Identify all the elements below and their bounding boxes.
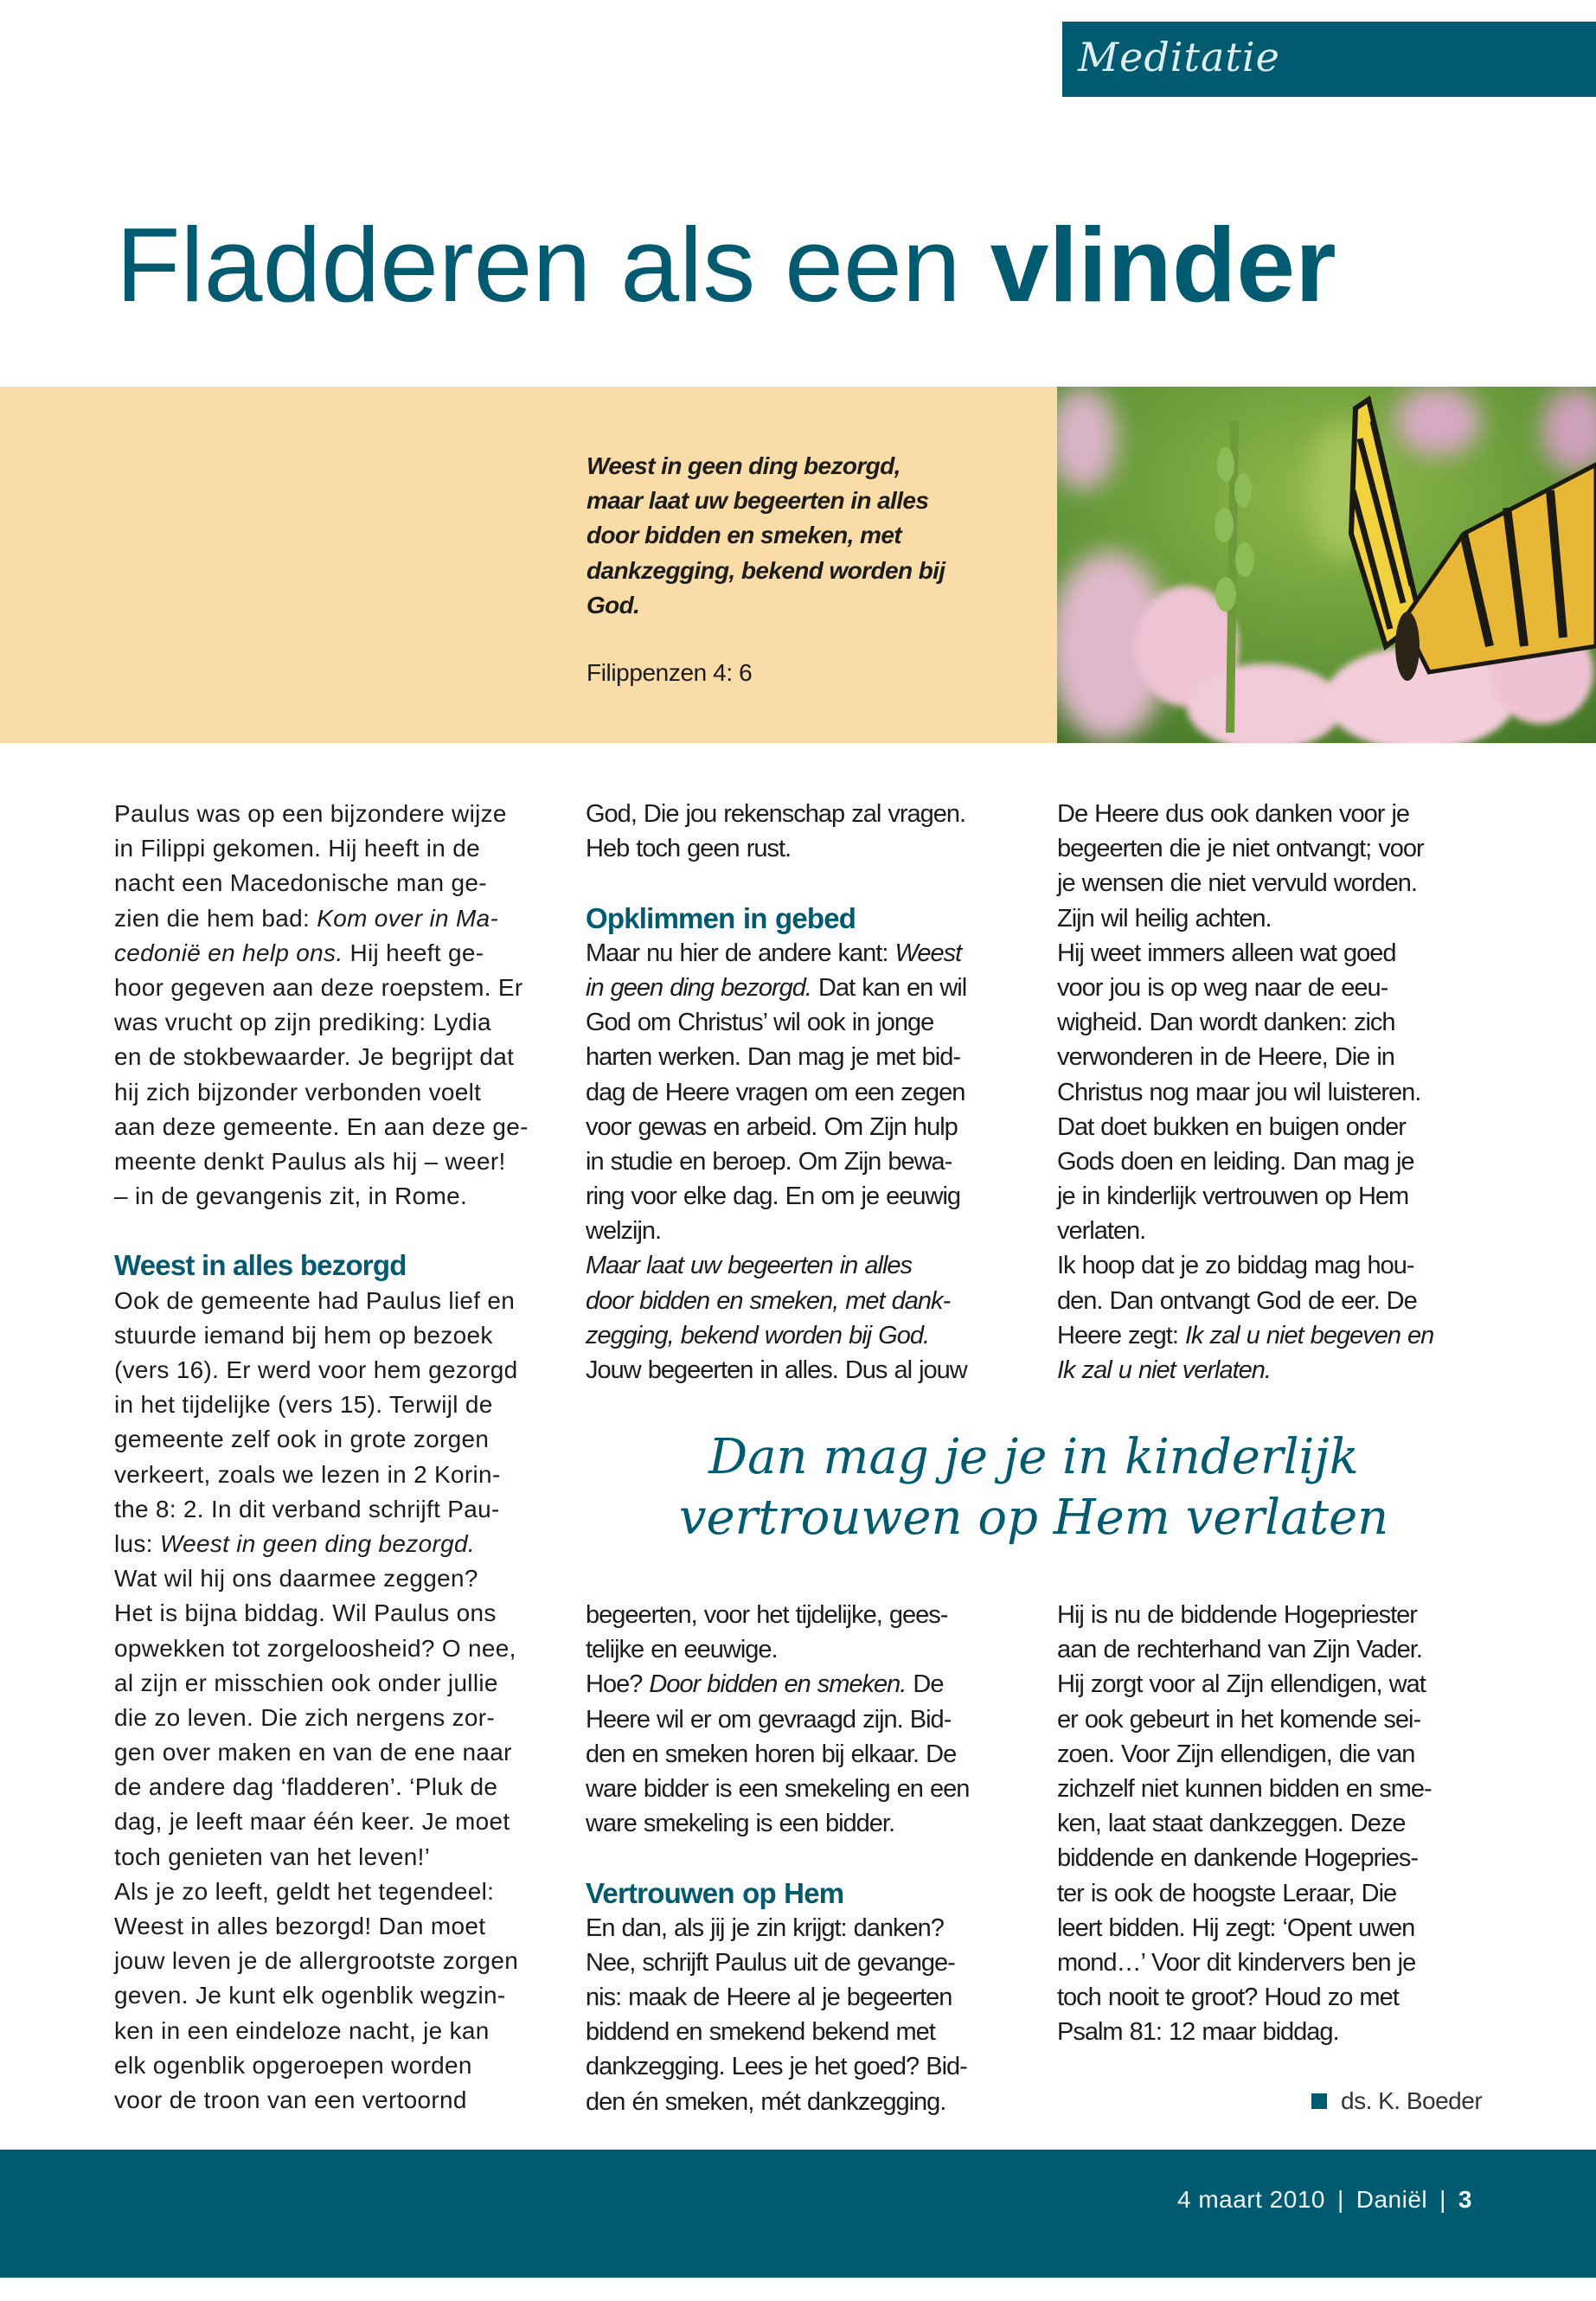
text-line bbox=[114, 1388, 564, 1422]
pull-quote bbox=[606, 1427, 1462, 1548]
text-segment: verkeert, zoals we lezen in 2 Korin- bbox=[114, 1460, 501, 1488]
text-segment: ware bidder is een smekeling en een bbox=[586, 1774, 970, 1803]
text-line bbox=[586, 831, 1035, 866]
text-segment: the 8: 2. In dit verband schrijft Pau- bbox=[114, 1495, 500, 1522]
text-line bbox=[1057, 1005, 1507, 1040]
text-segment: harten werken. Dan mag je met bid- bbox=[586, 1043, 960, 1072]
text-segment: nis: maak de Heere al je begeerten bbox=[586, 1984, 952, 2012]
italic-segment: door bidden en smeken, met dank- bbox=[586, 1286, 951, 1315]
blank-line bbox=[586, 866, 1035, 901]
square-bullet-icon bbox=[1311, 2093, 1327, 2109]
text-segment: welzijn. bbox=[586, 1217, 662, 1246]
text-line bbox=[1057, 1248, 1507, 1283]
text-segment: biddende en dankende Hogepries- bbox=[1057, 1844, 1419, 1873]
text-segment: wigheid. Dan wordt danken: zich bbox=[1057, 1009, 1395, 1037]
text-line bbox=[114, 1492, 564, 1527]
text-line bbox=[114, 1561, 564, 1596]
text-segment: elk ogenblik opgeroepen worden bbox=[114, 2051, 472, 2079]
text-segment: Psalm 81: 12 maar biddag. bbox=[1057, 2018, 1339, 2047]
text-segment: De bbox=[906, 1670, 944, 1699]
text-line bbox=[114, 1144, 564, 1179]
text-segment: Jouw begeerten in alles. Dus al jouw bbox=[586, 1356, 967, 1384]
page-footer bbox=[0, 2150, 1596, 2278]
text-line bbox=[114, 831, 564, 866]
text-line bbox=[114, 1666, 564, 1701]
text-segment: Heere zegt: bbox=[1057, 1321, 1185, 1349]
text-line bbox=[114, 1978, 564, 2013]
text-line bbox=[1057, 1632, 1507, 1667]
footer-magazine: Daniël bbox=[1356, 2186, 1428, 2213]
text-segment: Hoe? bbox=[586, 1670, 650, 1699]
text-line bbox=[114, 2014, 564, 2048]
text-line bbox=[1057, 2015, 1507, 2049]
text-line bbox=[114, 1284, 564, 1318]
text-line bbox=[114, 1909, 564, 1944]
text-segment: Paulus was op een bijzondere wijze bbox=[114, 800, 507, 827]
text-segment: God om Christus’ wil ook in jonge bbox=[586, 1009, 934, 1037]
text-line bbox=[1057, 901, 1507, 936]
text-line bbox=[586, 1318, 1035, 1353]
italic-segment: Weest in geen ding bezorgd. bbox=[159, 1529, 475, 1557]
text-segment: Ik hoop dat je zo biddag mag hou- bbox=[1057, 1252, 1414, 1280]
text-line bbox=[1057, 1841, 1507, 1875]
text-line bbox=[1057, 1040, 1507, 1074]
text-segment: God, Die jou rekenschap zal vragen. bbox=[586, 800, 966, 828]
text-line bbox=[586, 1806, 1035, 1841]
text-line bbox=[1057, 797, 1507, 831]
text-segment: en de stokbewaarder. Je begrijpt dat bbox=[114, 1043, 515, 1071]
text-segment: zichzelf niet kunnen bidden en sme- bbox=[1057, 1774, 1432, 1803]
text-segment: er ook gebeurt in het komende sei- bbox=[1057, 1705, 1421, 1734]
text-segment: De Heere dus ook danken voor je bbox=[1057, 800, 1410, 828]
scripture-line: Weest in geen ding bezorgd, bbox=[586, 452, 901, 479]
butterfly-photo bbox=[1057, 387, 1596, 743]
text-line bbox=[1057, 1144, 1507, 1179]
text-line bbox=[1057, 1702, 1507, 1737]
text-line bbox=[114, 1458, 564, 1492]
text-segment: je wensen die niet vervuld worden. bbox=[1057, 869, 1417, 898]
text-segment: dankzegging. Lees je het goed? Bid- bbox=[586, 2053, 967, 2081]
text-line bbox=[586, 1980, 1035, 2015]
text-segment: Zijn wil heilig achten. bbox=[1057, 904, 1272, 933]
text-line bbox=[114, 1318, 564, 1353]
scripture-quote bbox=[586, 449, 945, 623]
text-line bbox=[1057, 1075, 1507, 1110]
text-line bbox=[1057, 1876, 1507, 1911]
text-line bbox=[586, 1005, 1035, 1040]
italic-segment: Ik zal u niet verlaten. bbox=[1057, 1356, 1271, 1384]
text-line bbox=[1057, 971, 1507, 1005]
article-title bbox=[116, 206, 1336, 324]
italic-segment: zegging, bekend worden bij God. bbox=[586, 1321, 930, 1349]
text-line bbox=[114, 1422, 564, 1457]
text-line bbox=[114, 2048, 564, 2083]
italic-segment: Kom over in Ma- bbox=[317, 904, 499, 932]
italic-segment: Door bidden en smeken. bbox=[649, 1670, 907, 1699]
text-segment: opwekken tot zorgeloosheid? O nee, bbox=[114, 1634, 516, 1662]
text-line bbox=[586, 2085, 1035, 2119]
text-segment: ken, laat staat dankzeggen. Deze bbox=[1057, 1810, 1406, 1838]
text-segment: Hij weet immers alleen wat goed bbox=[1057, 939, 1396, 967]
text-segment: ter is ook de hoogste Leraar, Die bbox=[1057, 1879, 1397, 1907]
text-segment: al zijn er misschien ook onder jullie bbox=[114, 1669, 498, 1696]
italic-segment: Weest bbox=[894, 939, 962, 967]
text-line bbox=[586, 1214, 1035, 1248]
text-line bbox=[1057, 831, 1507, 866]
text-line bbox=[1057, 1667, 1507, 1702]
text-segment: Ook de gemeente had Paulus lief en bbox=[114, 1286, 516, 1314]
section-heading: Opklimmen in gebed bbox=[586, 901, 856, 934]
text-segment: de andere dag ‘fladderen’. ‘Pluk de bbox=[114, 1773, 498, 1801]
text-line bbox=[586, 1911, 1035, 1945]
italic-segment: cedonië en help ons. bbox=[114, 939, 343, 966]
text-line bbox=[586, 1353, 1035, 1388]
text-segment: voor de troon van een vertoornd bbox=[114, 2086, 467, 2113]
text-line bbox=[114, 1735, 564, 1770]
text-line bbox=[114, 1179, 564, 1214]
text-line bbox=[586, 1110, 1035, 1144]
text-line bbox=[1057, 1945, 1507, 1980]
footer-separator: | bbox=[1336, 2186, 1344, 2213]
text-segment: den en smeken horen bij elkaar. De bbox=[586, 1740, 957, 1768]
text-line bbox=[114, 1804, 564, 1839]
text-line bbox=[114, 1110, 564, 1144]
text-line bbox=[1057, 1980, 1507, 2015]
section-label: Meditatie bbox=[1078, 34, 1280, 80]
text-line bbox=[114, 797, 564, 831]
text-segment: zien die hem bad: bbox=[114, 904, 317, 932]
text-segment: mond…’ Voor dit kindervers ben je bbox=[1057, 1948, 1416, 1977]
column-3-top bbox=[1057, 797, 1507, 1388]
text-line bbox=[586, 2049, 1035, 2084]
text-segment: Weest in alles bezorgd! Dan moet bbox=[114, 1913, 486, 1939]
text-segment: hoor gegeven aan deze roepstem. Er bbox=[114, 973, 523, 1001]
title-bold: vlinder bbox=[990, 206, 1336, 324]
text-segment: begeerten, voor het tijdelijke, gees- bbox=[586, 1601, 948, 1629]
text-line bbox=[114, 1631, 564, 1666]
text-segment: voor jou is op weg naar de eeu- bbox=[1057, 973, 1388, 1002]
text-line bbox=[1057, 1772, 1507, 1806]
text-segment: den. Dan ontvangt God de eer. De bbox=[1057, 1286, 1417, 1315]
text-segment: – in de gevangenis zit, in Rome. bbox=[114, 1183, 468, 1210]
text-line bbox=[586, 1772, 1035, 1806]
text-segment: verlaten. bbox=[1057, 1217, 1146, 1246]
pull-quote-line: Dan mag je je in kinderlijk bbox=[708, 1429, 1359, 1485]
text-segment: (vers 16). Er werd voor hem gezorgd bbox=[114, 1356, 518, 1383]
text-line bbox=[586, 1248, 1035, 1283]
text-line bbox=[1057, 1353, 1507, 1388]
text-segment: geven. Je kunt elk ogenblik wegzin- bbox=[114, 1982, 506, 2009]
text-segment: ware smekeling is een bidder. bbox=[586, 1810, 895, 1838]
column-3-bottom bbox=[1057, 1598, 1507, 2049]
text-segment: Hij heeft ge- bbox=[343, 939, 484, 966]
italic-segment: Maar laat uw begeerten in alles bbox=[586, 1252, 913, 1280]
scripture-line: God. bbox=[586, 591, 640, 619]
text-line bbox=[114, 1770, 564, 1804]
pull-quote-line: vertrouwen op Hem verlaten bbox=[678, 1490, 1389, 1546]
text-segment: zoen. Voor Zijn ellendigen, die van bbox=[1057, 1740, 1415, 1768]
title-light: Fladderen als een bbox=[116, 206, 990, 324]
text-line bbox=[114, 936, 564, 971]
italic-segment: in geen ding bezorgd. bbox=[586, 973, 811, 1002]
section-heading: Weest in alles bezorgd bbox=[114, 1249, 407, 1282]
text-line bbox=[1057, 1806, 1507, 1841]
text-line bbox=[586, 1667, 1035, 1702]
text-line bbox=[114, 1596, 564, 1631]
footer-separator: | bbox=[1439, 2186, 1446, 2213]
scripture-line: maar laat uw begeerten in alles bbox=[586, 487, 929, 515]
text-line bbox=[114, 1075, 564, 1110]
text-segment: was vrucht op zijn prediking: Lydia bbox=[114, 1009, 491, 1036]
text-segment: Heb toch geen rust. bbox=[586, 835, 792, 863]
text-line bbox=[586, 971, 1035, 1005]
footer-text bbox=[1177, 2186, 1472, 2214]
text-line bbox=[586, 1632, 1035, 1667]
text-segment: ken in een eindeloze nacht, je kan bbox=[114, 2016, 490, 2044]
text-line bbox=[1057, 1179, 1507, 1214]
text-segment: den én smeken, mét dankzegging. bbox=[586, 2087, 946, 2116]
section-banner bbox=[1062, 22, 1596, 97]
text-segment: dag de Heere vragen om een zegen bbox=[586, 1078, 965, 1106]
text-segment: in studie en beroep. Om Zijn bewa- bbox=[586, 1147, 952, 1176]
text-segment: En dan, als jij je zin krijgt: danken? bbox=[586, 1913, 944, 1942]
text-segment: in het tijdelijke (vers 15). Terwijl de bbox=[114, 1391, 493, 1419]
text-line bbox=[114, 1840, 564, 1875]
text-segment: aan de rechterhand van Zijn Vader. bbox=[1057, 1636, 1422, 1664]
text-line bbox=[114, 1040, 564, 1074]
text-segment: verwonderen in de Heere, Die in bbox=[1057, 1043, 1394, 1072]
text-line bbox=[1057, 936, 1507, 971]
text-line bbox=[586, 1945, 1035, 1980]
text-segment: Het is bijna biddag. Wil Paulus ons bbox=[114, 1599, 497, 1627]
text-segment: gemeente zelf ook in grote zorgen bbox=[114, 1426, 490, 1453]
text-segment: gen over maken en van de ene naar bbox=[114, 1739, 512, 1766]
text-line bbox=[114, 866, 564, 901]
text-segment: Dat kan en wil bbox=[811, 973, 967, 1002]
text-line bbox=[586, 1144, 1035, 1179]
text-segment: stuurde iemand bij hem op bezoek bbox=[114, 1321, 493, 1349]
text-segment: meente denkt Paulus als hij – weer! bbox=[114, 1147, 506, 1175]
text-line bbox=[1057, 1110, 1507, 1144]
blank-line bbox=[114, 1214, 564, 1248]
column-2-top bbox=[586, 797, 1035, 1388]
text-segment: Dat doet bukken en buigen onder bbox=[1057, 1112, 1406, 1141]
text-segment: je in kinderlijk vertrouwen op Hem bbox=[1057, 1183, 1409, 1211]
text-line bbox=[114, 901, 564, 936]
text-line bbox=[114, 1944, 564, 1978]
text-line bbox=[586, 1702, 1035, 1737]
text-line bbox=[1057, 866, 1507, 901]
page-number: 3 bbox=[1458, 2186, 1472, 2213]
text-line bbox=[114, 1353, 564, 1388]
text-line bbox=[586, 1179, 1035, 1214]
text-line bbox=[114, 1701, 564, 1735]
text-line bbox=[1057, 1284, 1507, 1318]
text-line bbox=[114, 1527, 564, 1561]
italic-segment: Ik zal u niet begeven en bbox=[1184, 1321, 1434, 1349]
text-segment: leert bidden. Hij zegt: ‘Opent uwen bbox=[1057, 1913, 1415, 1942]
footer-date: 4 maart 2010 bbox=[1176, 2186, 1325, 2213]
text-segment: Christus nog maar jou wil luisteren. bbox=[1057, 1078, 1421, 1106]
text-line bbox=[586, 797, 1035, 831]
text-segment: Nee, schrijft Paulus uit de gevange- bbox=[586, 1948, 955, 1977]
text-line bbox=[1057, 1598, 1507, 1632]
text-segment: Als je zo leeft, geldt het tegendeel: bbox=[114, 1877, 495, 1905]
text-segment: Maar nu hier de andere kant: bbox=[586, 939, 895, 967]
text-segment: telijke en eeuwige. bbox=[586, 1636, 778, 1664]
author-signature bbox=[1311, 2087, 1482, 2115]
text-segment: Wat wil hij ons daarmee zeggen? bbox=[114, 1565, 478, 1593]
text-segment: die zo leven. Die zich nergens zor- bbox=[114, 1703, 496, 1731]
scripture-reference: Filippenzen 4: 6 bbox=[586, 659, 753, 686]
text-line bbox=[1057, 1737, 1507, 1772]
blank-line bbox=[586, 1841, 1035, 1875]
text-line bbox=[114, 1875, 564, 1909]
text-segment: ring voor elke dag. En om je eeuwig bbox=[586, 1183, 961, 1211]
text-segment: lus: bbox=[114, 1529, 160, 1557]
text-segment: Heere wil er om gevraagd zijn. Bid- bbox=[586, 1705, 952, 1734]
text-line bbox=[586, 2015, 1035, 2049]
text-line bbox=[586, 1737, 1035, 1772]
text-segment: toch nooit te groot? Houd zo met bbox=[1057, 1984, 1399, 2012]
text-line bbox=[1057, 1911, 1507, 1945]
text-segment: jouw leven je de allergrootste zorgen bbox=[114, 1947, 519, 1975]
text-line bbox=[114, 971, 564, 1005]
text-line bbox=[1057, 1318, 1507, 1353]
column-2-bottom bbox=[586, 1598, 1035, 2119]
text-line bbox=[1057, 1214, 1507, 1248]
text-segment: dag, je leeft maar één keer. Je moet bbox=[114, 1808, 510, 1836]
scripture-line: dankzegging, bekend worden bij bbox=[586, 556, 945, 584]
text-line bbox=[586, 1598, 1035, 1632]
text-line bbox=[586, 936, 1035, 971]
text-segment: Gods doen en leiding. Dan mag je bbox=[1057, 1147, 1414, 1176]
author-name: ds. K. Boeder bbox=[1341, 2087, 1483, 2114]
text-line bbox=[114, 1005, 564, 1040]
text-segment: toch genieten van het leven!’ bbox=[114, 1843, 431, 1870]
column-1 bbox=[114, 797, 564, 2118]
text-segment: Hij is nu de biddende Hogepriester bbox=[1057, 1601, 1417, 1629]
text-segment: nacht een Macedonische man ge- bbox=[114, 869, 487, 897]
text-line bbox=[586, 1284, 1035, 1318]
text-segment: voor gewas en arbeid. Om Zijn hulp bbox=[586, 1112, 958, 1141]
text-line bbox=[114, 2083, 564, 2118]
text-segment: hij zich bijzonder verbonden voelt bbox=[114, 1078, 482, 1106]
scripture-line: door bidden en smeken, met bbox=[586, 522, 902, 549]
text-segment: aan deze gemeente. En aan deze ge- bbox=[114, 1112, 529, 1140]
text-segment: in Filippi gekomen. Hij heeft in de bbox=[114, 835, 480, 862]
section-heading: Vertrouwen op Hem bbox=[586, 1876, 844, 1909]
text-line bbox=[586, 1075, 1035, 1110]
text-segment: begeerten die je niet ontvangt; voor bbox=[1057, 835, 1424, 863]
text-segment: Hij zorgt voor al Zijn ellendigen, wat bbox=[1057, 1670, 1426, 1699]
text-segment: biddend en smekend bekend met bbox=[586, 2018, 935, 2047]
text-line bbox=[586, 1040, 1035, 1074]
